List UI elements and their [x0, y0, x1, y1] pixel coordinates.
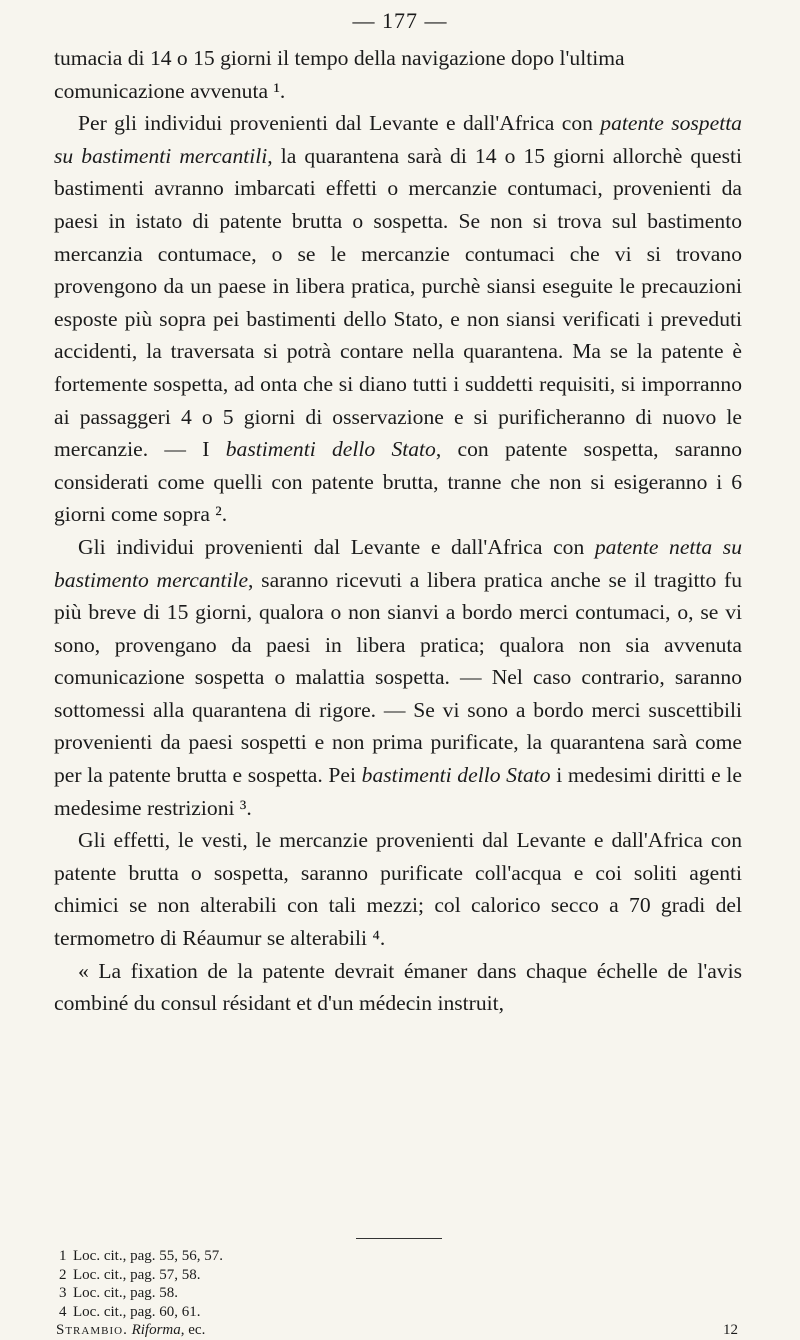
footnotes	[56, 1247, 746, 1340]
para2-italic-a: patente sospetta su bastimenti mercantili	[54, 111, 742, 168]
paragraph-patente-netta	[54, 531, 742, 824]
line-continuation: tumacia di 14 o 15 giorni il tempo della navigazione dopo l'ultima	[54, 46, 625, 70]
signature-folio: 12	[723, 1322, 738, 1338]
footnote-mark: 2	[59, 1266, 67, 1283]
footnote-mark: 3	[59, 1285, 67, 1301]
main-text	[54, 42, 742, 1020]
signature-author: Strambio.	[56, 1322, 128, 1338]
paragraph-french-quote: « La fixation de la patente devrait émaner dans chaque échelle de l'avis combiné du consul résidant et d'un médecin instruit,	[54, 958, 742, 1016]
signature-line	[56, 1321, 746, 1340]
footnote-mark: 1	[59, 1248, 67, 1264]
footnote-divider	[356, 1238, 442, 1239]
para3-text-b: , saranno ricevuti a libera pratica anche se il tragitto fu più breve di 15 giorni, qualora o non sianvi a bordo merci contumaci, o, se vi sono, provengano da paesi in libera pratica; qualora non sia avvenuta comunicazione sospetta o malattia sospetta. — Nel caso contrario, saranno sottomessi alla quarantena di rigore. — Se vi sono a bordo merci suscettibili provenienti da paesi sospetti e non prima purificate, la quarantena sarà come per la patente brutta e sospetta. Pei	[54, 567, 742, 788]
para2-text-a: Per gli individui provenienti dal Levante e dall'Africa con	[78, 111, 601, 136]
footnote-mark: 4	[59, 1303, 67, 1320]
footnote-text: Loc. cit., pag. 60, 61.	[73, 1303, 201, 1320]
page-number-header: — 177 —	[352, 8, 448, 33]
para2-text-c: , con patente sospetta, saranno considerati come quelli con patente brutta, tranne che non si esigeranno i 6 giorni come sopra ².	[54, 437, 743, 527]
para2-italic-b: bastimenti dello Stato	[225, 437, 436, 462]
line-comunicazione-text: comunicazione avvenuta ¹.	[54, 78, 286, 103]
footnote-text: Loc. cit., pag. 58.	[73, 1285, 178, 1301]
para2-text-b: , la quarantena sarà di 14 o 15 giorni allorchè questi bastimenti avranno imbarcati effetti o mercanzie contumaci, provenienti da paesi in istato di patente brutta o sospetta. Se non si trova sul bastimento mercanzia contumace, o se le mercanzie contumaci che vi si trovano provengono da un paese in libera pratica, purchè siansi eseguite le precauzioni esposte più sopra pei bastimenti dello Stato, e non siansi verificati i preveduti accidenti, la traversata si potrà contare nella quarantena. Ma se la patente è fortemente sospetta, ad onta che si diano tutti i suddetti requisiti, si imporranno ai passaggeri 4 o 5 giorni di osservazione e si purificheranno di nuovo le mercanzie. — I	[54, 143, 742, 462]
para3-text-a: Gli individui provenienti dal Levante e dall'Africa con	[78, 534, 595, 559]
para3-italic-a: patente netta su bastimento mercantile	[54, 534, 743, 592]
paragraph-patente-sospetta	[54, 107, 742, 531]
para3-text-c: i medesimi diritti e le medesime restrizioni ³.	[54, 763, 742, 820]
footnote-3	[56, 1284, 746, 1303]
footnote-text: Loc. cit., pag. 57, 58.	[73, 1266, 201, 1283]
signature-title: Riforma	[131, 1322, 181, 1338]
line-comunicazione	[54, 75, 742, 108]
footnote-4	[56, 1303, 746, 1322]
footnote-text: Loc. cit., pag. 55, 56, 57.	[73, 1248, 223, 1264]
paragraph-effetti: Gli effetti, le vesti, le mercanzie provenienti dal Levante e dall'Africa con patente brutta o sospetta, saranno purificate coll'acqua e coi soliti agenti chimici se non alterabili con tali mezzi; col calorico secco a 70 gradi del termometro di Réaumur se alterabili ⁴.	[54, 828, 742, 951]
signature-rest: , ec.	[180, 1322, 206, 1338]
footnote-2	[56, 1266, 746, 1285]
footnote-1	[56, 1247, 746, 1266]
para3-italic-b: bastimenti dello Stato	[361, 763, 551, 788]
